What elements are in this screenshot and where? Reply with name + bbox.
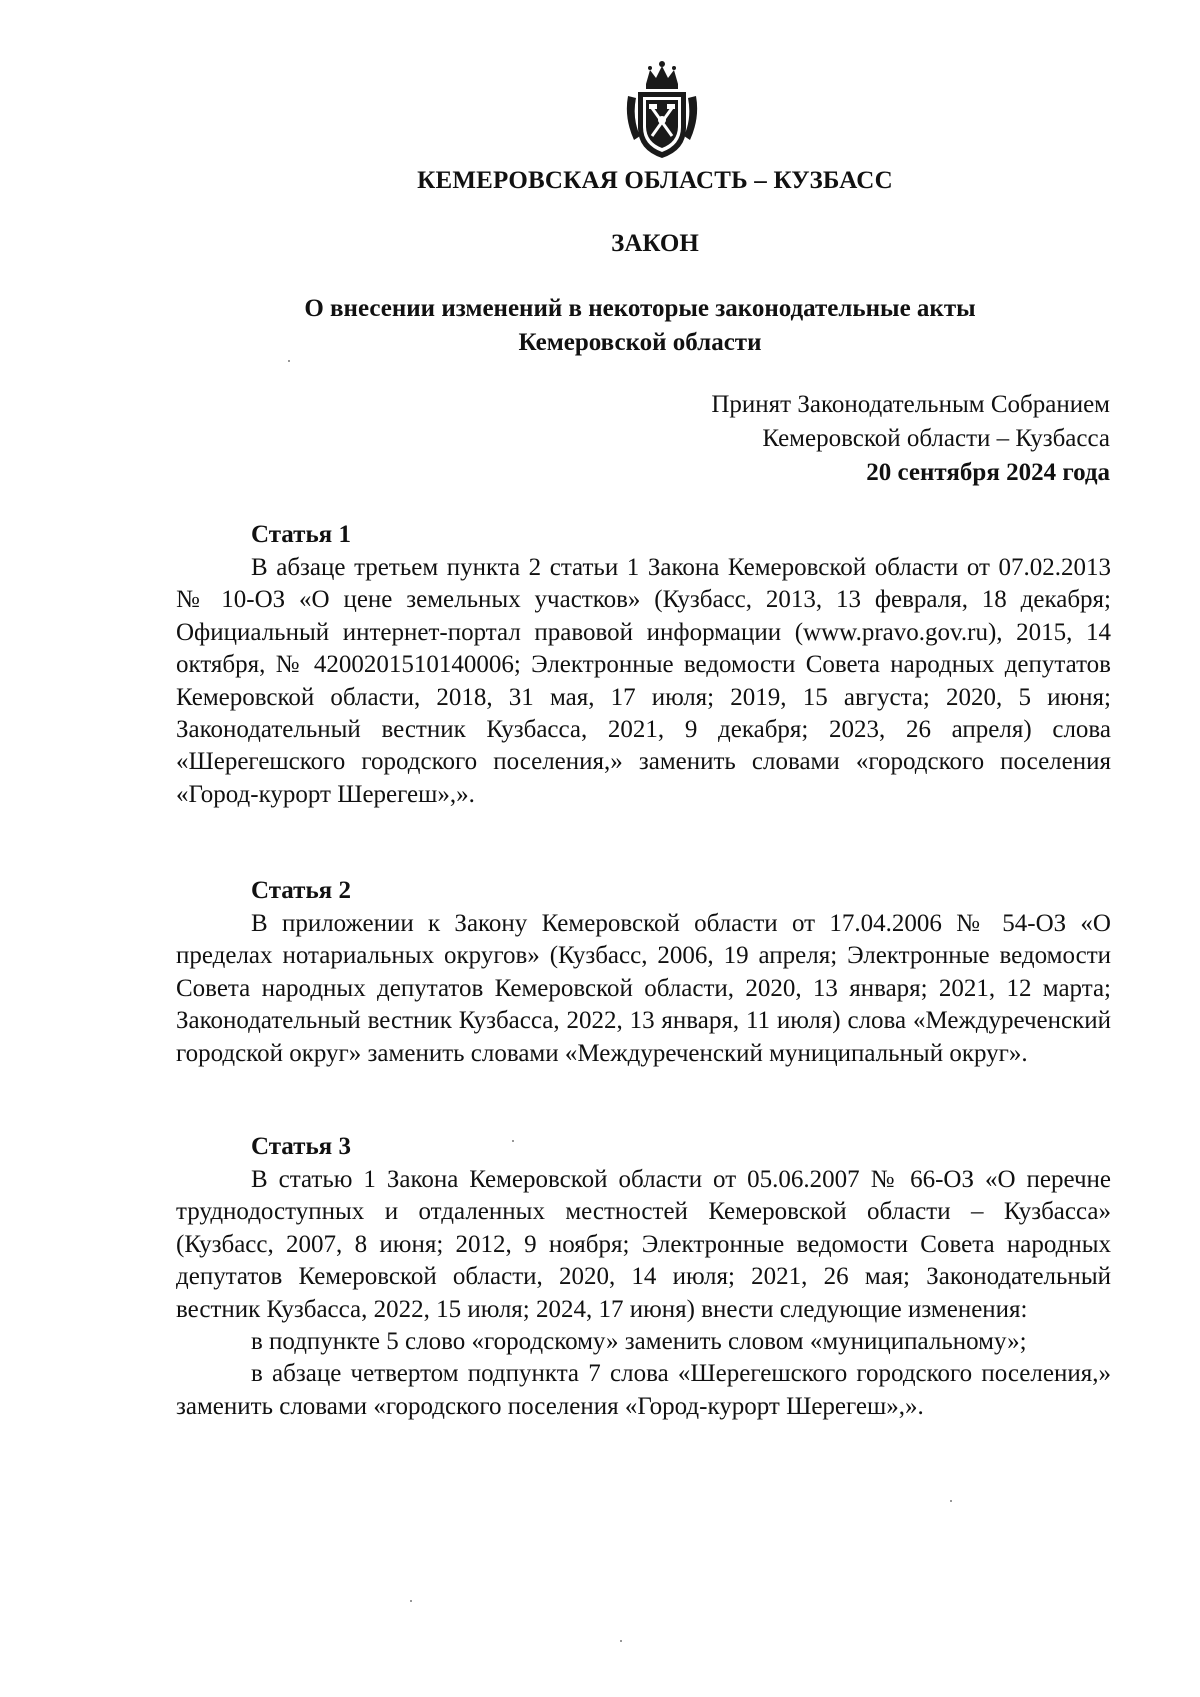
scan-speck (288, 360, 290, 362)
adoption-date: 20 сентября 2024 года (866, 459, 1110, 486)
article-paragraph: В приложении к Закону Кемеровской области от 17.04.2006 № 54-ОЗ «О пределах нотариальных округов» (Кузбасс, 2006, 19 апреля; Электронные ведомости Совета народных депутатов Кемеровской области, 2020, 13 января; 2021, 12 марта; Законодательный вестник Кузбасса, 2022, 13 января, 11 июля) слова «Междуреченский городской округ» заменить словами «Междуреченский муниципальный округ». (176, 910, 1111, 1067)
coat-of-arms-emblem (622, 58, 702, 162)
law-subject-line-1: О внесении изменений в некоторые законодательные акты (304, 295, 976, 322)
article-3 (176, 1130, 1111, 1423)
article-heading: Статья 3 (251, 1133, 351, 1160)
adoption-block (711, 388, 1110, 490)
article-heading: Статья 1 (251, 521, 351, 548)
article-paragraph: в абзаце четвертом подпункта 7 слова «Шерегешского городского поселения,» заменить словами «городского поселения «Город-курорт Шерегеш»,». (176, 1360, 1111, 1420)
adoption-line-1: Принят Законодательным Собранием (711, 391, 1110, 418)
scan-speck (512, 1140, 514, 1142)
article-1 (176, 518, 1111, 811)
article-paragraph: В статью 1 Закона Кемеровской области от 05.06.2007 № 66-ОЗ «О перечне труднодоступных и отдаленных местностей Кемеровской области – Кузбасса» (Кузбасс, 2007, 8 июня; 2012, 9 ноября; Электронные ведомости Совета народных депутатов Кемеровской области, 2020, 14 июля; 2021, 26 мая; Законодательный вестник Кузбасса, 2022, 15 июля; 2024, 17 июня) внести следующие изменения: (176, 1166, 1111, 1323)
law-subject-line-2: Кемеровской области (518, 329, 762, 356)
adoption-line-2: Кемеровской области – Кузбасса (762, 425, 1110, 452)
article-heading: Статья 2 (251, 877, 351, 904)
article-paragraph: в подпункте 5 слово «городскому» заменить словом «муниципальному»; (251, 1328, 1027, 1356)
scan-speck (620, 1640, 622, 1642)
article-2 (176, 874, 1111, 1070)
scan-speck (950, 1500, 952, 1502)
region-title: КЕМЕРОВСКАЯ ОБЛАСТЬ – КУЗБАСС (417, 167, 893, 194)
document-type-title: ЗАКОН (611, 230, 699, 257)
article-paragraph: В абзаце третьем пункта 2 статьи 1 Закона Кемеровской области от 07.02.2013 № 10-ОЗ «О цене земельных участков» (Кузбасс, 2013, 13 февраля, 18 декабря; Официальный интернет-портал правовой информации (www.pravo.gov.ru), 2015, 14 октября, № 4200201510140006; Электронные ведомости Совета народных депутатов Кемеровской области, 2018, 31 мая, 17 июля; 2019, 15 августа; 2020, 5 июня; Законодательный вестник Кузбасса, 2021, 9 декабря; 2023, 26 апреля) слова «Шерегешского городского поселения,» заменить словами «городского поселения «Город-курорт Шерегеш»,». (176, 554, 1111, 808)
scan-speck (410, 1600, 412, 1602)
law-subject (200, 292, 1080, 360)
